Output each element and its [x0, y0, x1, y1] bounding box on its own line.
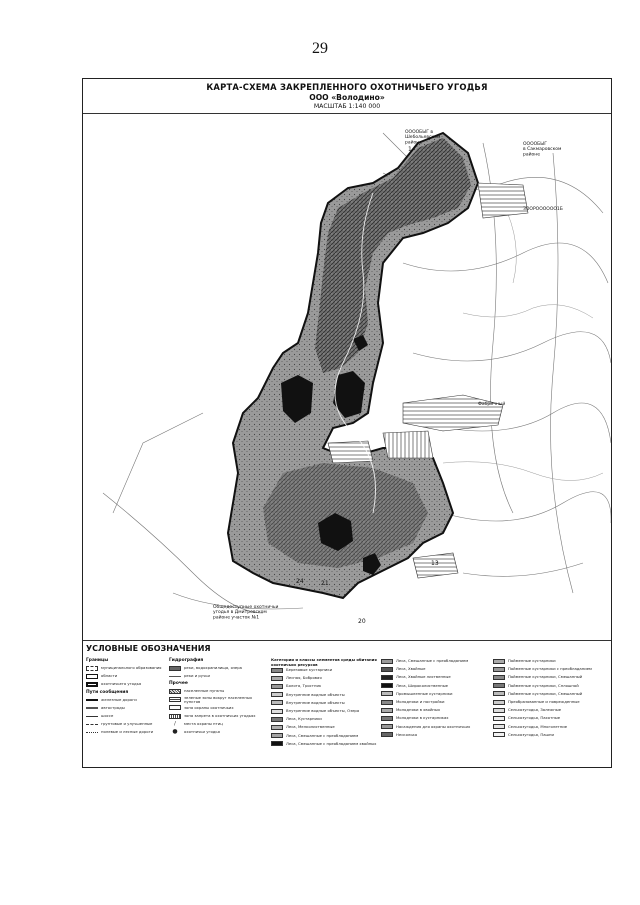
legend-item: охотничьего угодья [86, 680, 166, 688]
legend-swatch [493, 659, 505, 664]
legend-item: зеленые зоны вокруг населенных пунктов [169, 696, 269, 704]
legend-swatch [271, 709, 283, 714]
legend-item: Сельхозугодья, Пашни [493, 731, 609, 739]
legend-head: Гидрография [169, 658, 204, 663]
legend-item: зона запрета в охотничьих угодьях [169, 712, 269, 720]
legend-swatch [169, 697, 181, 702]
label-top-right-1: ООООБЫГ в Шебольевском районе [405, 130, 441, 146]
legend-item: Насаждения для охраны охотничьих [381, 723, 491, 731]
map-area [83, 113, 611, 640]
boundary-number-13: 13 [431, 560, 439, 567]
background-water [443, 203, 603, 481]
legend-swatch [169, 666, 181, 671]
legend-item: Молодняки в кустарниках [381, 714, 491, 722]
legend-swatch [493, 708, 505, 713]
legend-swatch [271, 692, 283, 697]
legend-item: Внутренние водные объекты, Озера [271, 707, 379, 715]
legend-head: Категории и классы элементов среды обитания охотничьих ресурсов [271, 656, 377, 667]
boundary-number-20: 20 [358, 618, 366, 625]
label-top-right-2: ООООБЫГ в Сакмаровском районе [523, 142, 562, 158]
legend-item: Внутренние водные объекты [271, 691, 379, 699]
legend-item: Внутренние водные объекты [271, 699, 379, 707]
map-frame [82, 78, 612, 768]
legend-swatch [86, 682, 98, 687]
legend-swatch [86, 707, 98, 709]
legend-swatch [271, 741, 283, 746]
legend-swatch [381, 716, 393, 721]
legend-item: Пойменные кустарники, Смешанный [493, 690, 609, 698]
legend-item: Молодняки в хвойных [381, 706, 491, 714]
legend-swatch [86, 732, 98, 733]
map-scale: МАСШТАБ 1:140 000 [313, 103, 381, 110]
legend-swatch [381, 659, 393, 664]
legend-item: Березовые кустарники [271, 666, 379, 674]
hatch-zone-west [328, 441, 373, 463]
legend-swatch [86, 716, 98, 717]
legend-swatch [381, 724, 393, 729]
label-right-center: Фабричный [478, 402, 506, 407]
legend-col-5 [493, 657, 609, 739]
legend-item: Леса, Хвойные [381, 665, 491, 673]
legend-swatch [271, 676, 283, 681]
legend-item: Лесная, Бобровая [271, 674, 379, 682]
legend-item: Пойменные кустарники с преобладанием [493, 665, 609, 673]
map-title-block [83, 79, 611, 114]
legend-swatch [493, 683, 505, 688]
legend-swatch [169, 714, 181, 719]
map-title: КАРТА-СХЕМА ЗАКРЕПЛЕННОГО ОХОТНИЧЬЕГО УГОДЬЯ [206, 82, 488, 92]
legend-col-3 [271, 657, 379, 748]
legend-item: Пойменные кустарники, Сплошной [493, 682, 609, 690]
legend-item: Пойменные кустарники, Смешанный [493, 673, 609, 681]
legend-item: зона охраны охотничьих [169, 704, 269, 712]
legend-swatch [271, 733, 283, 738]
legend-item: Леса, Смешанные с преобладанием хвойных [271, 740, 379, 748]
legend-item: Леса, Хвойные лиственные [381, 673, 491, 681]
legend-item: Леса, Широколиственные [381, 682, 491, 690]
legend-swatch [493, 700, 505, 705]
legend-swatch [381, 708, 393, 713]
legend-swatch [86, 674, 98, 679]
legend-item: населенные пункты [169, 687, 269, 695]
legend-swatch [493, 724, 505, 729]
legend-item: полевые и лесные дороги [86, 728, 166, 736]
legend-swatch [381, 732, 393, 737]
legend-swatch [271, 684, 283, 689]
legend-item: / места охраны птиц [174, 720, 223, 727]
map-subtitle: ООО «Володино» [309, 93, 385, 102]
legend-item: Сельхозугодья, Многолетние [493, 723, 609, 731]
boundary-number-21: 21 [321, 580, 329, 587]
legend-item: шоссе [86, 712, 166, 720]
legend-item: Пойменные кустарники [493, 657, 609, 665]
legend-swatch [271, 725, 283, 730]
hatch-zone-east-3 [383, 431, 433, 458]
legend-item: Сельхозугодья, Пахотные [493, 714, 609, 722]
legend-title: УСЛОВНЫЕ ОБОЗНАЧЕНИЯ [86, 644, 211, 653]
legend-swatch [169, 689, 181, 694]
page-number: 29 [312, 40, 328, 57]
legend [83, 640, 611, 768]
legend-swatch [493, 691, 505, 696]
legend-item: Леса, Смешанные с преобладанием [271, 732, 379, 740]
legend-item: муниципального образования [86, 664, 166, 672]
legend-item: грунтовые и улучшенные [86, 720, 166, 728]
legend-swatch [493, 716, 505, 721]
boundary-number-1: 1 [408, 146, 412, 153]
legend-item: Леса, Кустарники [271, 715, 379, 723]
legend-item: Промышленные кустарники [381, 690, 491, 698]
legend-swatch [493, 675, 505, 680]
legend-item: реки и ручьи [169, 672, 269, 680]
legend-swatch [86, 724, 98, 725]
legend-swatch [493, 667, 505, 672]
legend-swatch [381, 691, 393, 696]
legend-item: Леса, Смешанные с преобладанием [381, 657, 491, 665]
legend-item: реки, водохранилища, озера [169, 664, 269, 672]
legend-item: Леса, Мелколиственные [271, 723, 379, 731]
legend-col-4 [381, 657, 491, 739]
legend-head: Границы [86, 658, 109, 663]
legend-item: Несколько [381, 731, 491, 739]
legend-swatch [271, 700, 283, 705]
legend-swatch [169, 676, 181, 677]
label-right-code: ЗООРОООООО1Б [523, 207, 563, 212]
legend-swatch [381, 683, 393, 688]
legend-item: Преобразованные и поврежденные [493, 698, 609, 706]
legend-swatch [86, 666, 98, 671]
legend-swatch [271, 668, 283, 673]
legend-col-1 [86, 657, 166, 737]
legend-swatch [271, 717, 283, 722]
legend-head: Прочее [169, 681, 188, 687]
legend-swatch [169, 705, 181, 710]
legend-item: Болота, Тростник [271, 682, 379, 690]
map-drawing [83, 113, 611, 640]
hatch-zone-east-1 [478, 183, 528, 218]
legend-swatch [86, 699, 98, 701]
legend-item: железные дороги [86, 696, 166, 704]
legend-swatch [381, 675, 393, 680]
legend-swatch [381, 700, 393, 705]
legend-swatch [493, 732, 505, 737]
legend-swatch [381, 667, 393, 672]
legend-item: области [86, 672, 166, 680]
legend-item: ● охотничьи угодья [172, 727, 220, 735]
boundary-number-24: 24 [296, 578, 304, 585]
legend-head: Пути сообщения [86, 689, 129, 695]
legend-item: Сельхозугодья, Залежные [493, 706, 609, 714]
legend-item: автострады [86, 704, 166, 712]
hatch-zone-east-2 [403, 395, 506, 431]
legend-item: Молодняки и постройки [381, 698, 491, 706]
legend-col-2 [169, 657, 269, 737]
label-bottom-note: Общедоступные охотничьи угодья в Дмитровском районе участок №1 [213, 605, 279, 621]
